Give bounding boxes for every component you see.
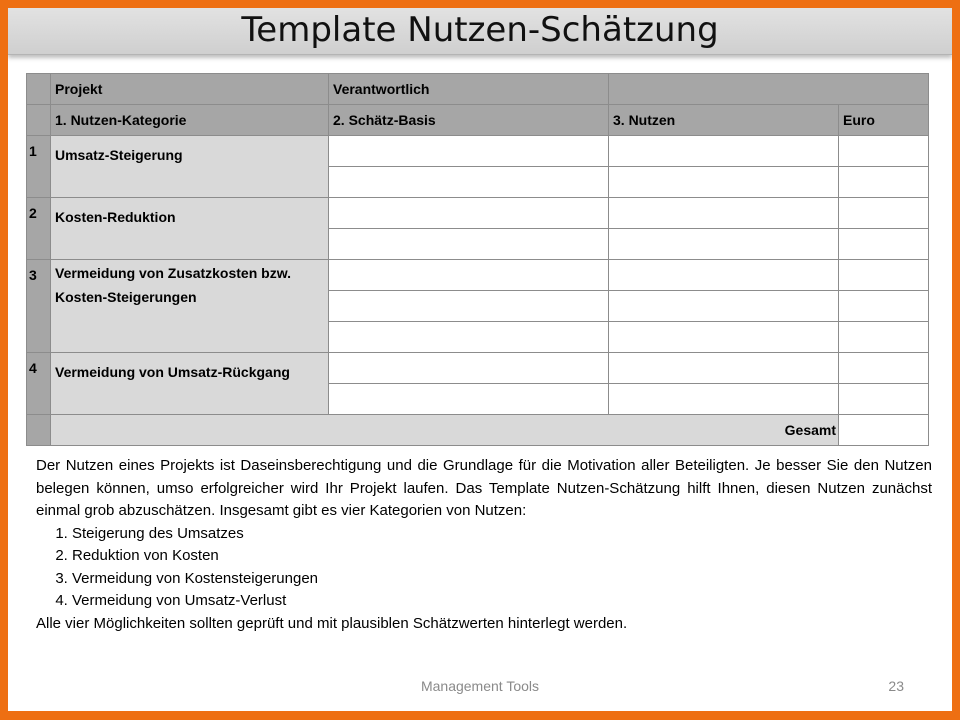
header-empty (609, 74, 929, 105)
input-cell-nutzen[interactable] (609, 260, 839, 291)
header-nutzen: 3. Nutzen (609, 105, 839, 136)
category-label: Vermeidung von Umsatz-Rückgang (51, 353, 329, 415)
footer-title: Management Tools (420, 678, 540, 694)
input-cell-nutzen[interactable] (609, 136, 839, 167)
input-cell-euro[interactable] (839, 291, 929, 322)
category-label: Umsatz-Steigerung (51, 136, 329, 198)
input-cell-euro[interactable] (839, 136, 929, 167)
input-cell-basis[interactable] (329, 291, 609, 322)
category-number: 3 (27, 260, 51, 353)
slide (8, 8, 952, 711)
total-euro-cell[interactable] (839, 415, 929, 446)
input-cell-basis[interactable] (329, 260, 609, 291)
corner-cell (27, 415, 51, 446)
description (36, 455, 932, 635)
input-cell-euro[interactable] (839, 229, 929, 260)
category-number: 2 (27, 198, 51, 260)
table-header-row-2 (27, 105, 929, 136)
input-cell-nutzen[interactable] (609, 353, 839, 384)
total-row (27, 415, 929, 446)
table-row (27, 136, 929, 167)
slide-title: Template Nutzen-Schätzung (241, 10, 719, 50)
category-number: 1 (27, 136, 51, 198)
list-item: 3. Vermeidung von Kostensteigerungen (72, 568, 932, 591)
input-cell-basis[interactable] (329, 167, 609, 198)
header-schaetz-basis: 2. Schätz-Basis (329, 105, 609, 136)
input-cell-basis[interactable] (329, 384, 609, 415)
input-cell-euro[interactable] (839, 353, 929, 384)
category-number: 4 (27, 353, 51, 415)
header-projekt: Projekt (51, 74, 329, 105)
estimation-table (26, 73, 929, 446)
intro-paragraph: Der Nutzen eines Projekts ist Daseinsberechtigung und die Grundlage für die Motivation aller Beteiligten. Je besser Sie den Nutzen belegen können, umso erfolgreicher wird Ihr Projekt laufen. Das Template Nutzen-Schätzung hilft Ihnen, diesen Nutzen zunächst einmal grob abzuschätzen. Insgesamt gibt es vier Kategorien von Nutzen: (36, 457, 932, 519)
input-cell-euro[interactable] (839, 384, 929, 415)
input-cell-nutzen[interactable] (609, 291, 839, 322)
table-row (27, 353, 929, 384)
input-cell-basis[interactable] (329, 229, 609, 260)
header-euro: Euro (839, 105, 929, 136)
input-cell-basis[interactable] (329, 136, 609, 167)
input-cell-nutzen[interactable] (609, 229, 839, 260)
table-row (27, 260, 929, 291)
total-label: Gesamt (51, 415, 839, 446)
page-number: 23 (888, 678, 904, 694)
input-cell-nutzen[interactable] (609, 198, 839, 229)
input-cell-euro[interactable] (839, 260, 929, 291)
table-header-row-1 (27, 74, 929, 105)
corner-cell (27, 74, 51, 105)
input-cell-euro[interactable] (839, 322, 929, 353)
list-item: 1. Steigerung des Umsatzes (72, 523, 932, 546)
category-label: Vermeidung von Zusatzkosten bzw. Kosten-Steigerungen (51, 260, 329, 353)
input-cell-nutzen[interactable] (609, 167, 839, 198)
table-row (27, 198, 929, 229)
input-cell-nutzen[interactable] (609, 384, 839, 415)
category-label: Kosten-Reduktion (51, 198, 329, 260)
input-cell-nutzen[interactable] (609, 322, 839, 353)
category-list (36, 523, 932, 613)
input-cell-basis[interactable] (329, 353, 609, 384)
list-item: 4. Vermeidung von Umsatz-Verlust (72, 590, 932, 613)
corner-cell (27, 105, 51, 136)
input-cell-basis[interactable] (329, 198, 609, 229)
input-cell-basis[interactable] (329, 322, 609, 353)
input-cell-euro[interactable] (839, 167, 929, 198)
header-kategorie: 1. Nutzen-Kategorie (51, 105, 329, 136)
header-verantwortlich: Verantwortlich (329, 74, 609, 105)
input-cell-euro[interactable] (839, 198, 929, 229)
outro-paragraph: Alle vier Möglichkeiten sollten geprüft und mit plausiblen Schätzwerten hinterlegt werden. (36, 614, 628, 632)
list-item: 2. Reduktion von Kosten (72, 545, 932, 568)
